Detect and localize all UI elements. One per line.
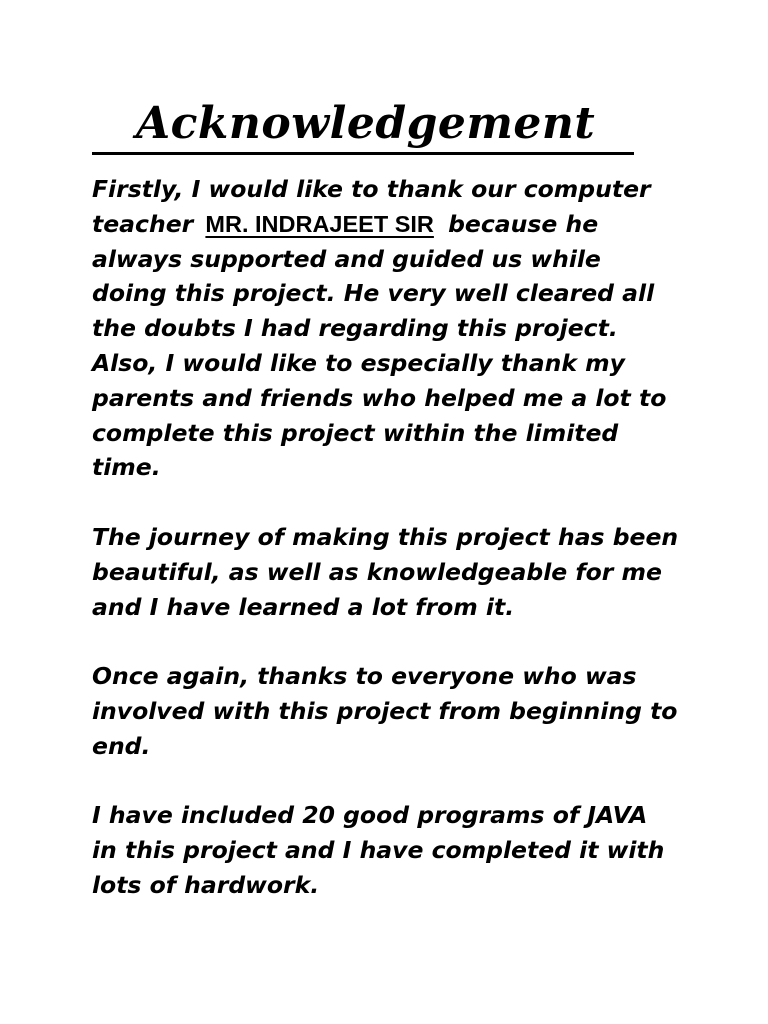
- text-line: The journey of making this project has been: [92, 522, 679, 551]
- text-line: end.: [92, 731, 151, 760]
- title-block: [92, 98, 634, 158]
- text-line-with-name: [92, 207, 702, 242]
- text-line: doing this project. He very well cleared all: [92, 279, 655, 308]
- text-line: lots of hardwork.: [92, 870, 320, 899]
- paragraph-thanks-everyone: [92, 659, 702, 763]
- text-line: involved with this project from beginning to: [92, 696, 678, 725]
- text-line: complete this project within the limited: [92, 418, 619, 447]
- body-text: [92, 172, 702, 903]
- paragraph-thanks: [92, 172, 702, 485]
- text-line: Firstly, I would like to thank our computer: [92, 175, 651, 203]
- teacher-name: MR. INDRAJEET SIR: [205, 210, 434, 237]
- text-line: and I have learned a lot from it.: [92, 592, 515, 621]
- text-line: Also, I would like to especially thank my: [92, 348, 625, 377]
- text-fragment: teacher: [92, 209, 194, 238]
- text-line: parents and friends who helped me a lot to: [92, 383, 667, 412]
- paragraph-journey: [92, 520, 702, 624]
- text-line: in this project and I have completed it with: [92, 836, 665, 865]
- text-line: beautiful, as well as knowledgeable for me: [92, 557, 662, 586]
- text-line: Once again, thanks to everyone who was: [92, 662, 637, 691]
- text-line: always supported and guided us while: [92, 244, 601, 273]
- text-line: time.: [92, 453, 161, 482]
- text-line: I have included 20 good programs of JAVA: [92, 801, 648, 830]
- text-fragment: because he: [448, 209, 599, 238]
- paragraph-programs: [92, 798, 702, 902]
- text-line: the doubts I had regarding this project.: [92, 314, 618, 343]
- page-title: Acknowledgement: [136, 98, 596, 149]
- title-underline: [92, 152, 634, 155]
